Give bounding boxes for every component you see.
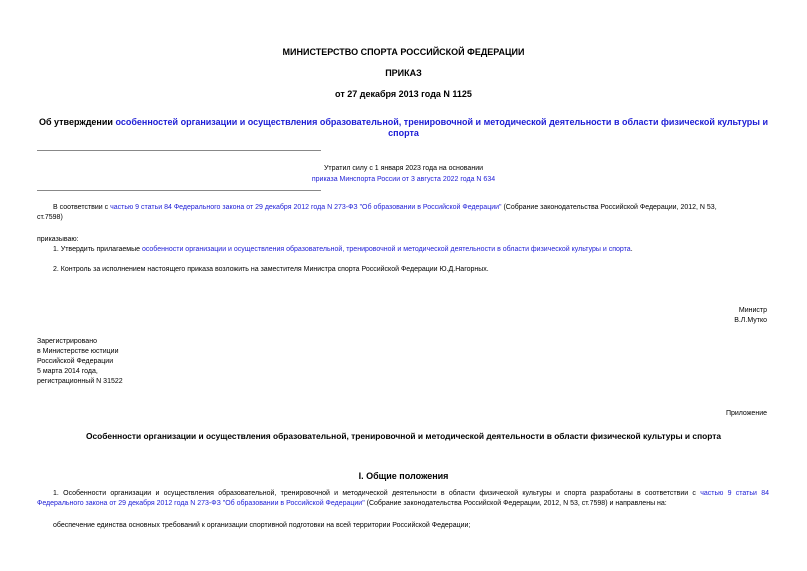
appendix-paragraph-2: обеспечение единства основных требований к организации спортивной подготовки на всей территории Российской Федерации; [53,522,471,529]
order-item-1-prefix: 1. Утвердить прилагаемые [53,246,142,253]
registration-line: Зарегистрировано [37,338,97,345]
registration-line: 5 марта 2014 года, [37,368,98,375]
doc-title-link-cont[interactable]: спорта [388,128,419,138]
appendix-paragraph-1 [37,489,769,509]
doc-title-link[interactable]: особенностей организации и осуществления образовательной, тренировочной и методической деятельности в области физической культуры и [115,117,769,127]
appendix-title: Особенности организации и осуществления образовательной, тренировочной и методической деятельности в области физической культуры и спорта [85,431,722,441]
registration-block [37,337,123,387]
basis-order-link[interactable]: приказа Минспорта России от 3 августа 2022 года N 634 [311,176,496,183]
doc-title [0,117,807,139]
order-item-2: 2. Контроль за исполнением настоящего приказа возложить на заместителя Министра спорта Российской Федерации Ю.Д.Нагорных. [53,266,489,273]
registration-line: регистрационный N 31522 [37,378,123,385]
appendix-p1-end: (Собрание законодательства Российской Федерации, 2012, N 53, ст.7598) и направлены на: [364,500,667,507]
order-item-1 [53,245,633,255]
appendix-label: Приложение [725,410,767,417]
doc-date-number: от 27 декабря 2013 года N 1125 [335,89,472,99]
divider-mid [37,190,321,191]
signature-position: Министр [738,307,767,314]
preamble-start: В соответствии с [53,204,111,211]
features-link[interactable]: особенности организации и осуществления образовательной, тренировочной и методической деятельности в области физической культуры и спорта [141,246,631,253]
preamble-end: (Собрание законодательства Российской Федерации, 2012, N 53, [501,204,717,211]
appendix-law-link-b[interactable]: Федерального закона от 29 декабря 2012 года N 273-ФЗ "Об образовании в Российской Федерации" [37,500,365,507]
appendix-law-link-a[interactable]: частью 9 статьи 84 [700,490,769,497]
doc-type-heading: ПРИКАЗ [385,68,422,78]
signature-name: В.Л.Мутко [734,317,767,324]
ministry-heading: МИНИСТЕРСТВО СПОРТА РОССИЙСКОЙ ФЕДЕРАЦИИ [282,47,525,57]
order-intro: приказываю: [37,236,79,243]
doc-title-prefix: Об утверждении [38,117,116,127]
registration-line: Российской Федерации [37,358,114,365]
preamble-line2: ст.7598) [37,214,63,221]
divider-top [37,150,321,151]
registration-line: в Министерстве юстиции [37,348,119,355]
order-item-1-end: . [630,246,633,253]
lost-force-notice: Утратил силу с 1 января 2023 года на основании [323,165,484,172]
federal-law-link[interactable]: частью 9 статьи 84 Федерального закона от 29 декабря 2012 года N 273-ФЗ "Об образовании в Российской Федерации" [110,204,502,211]
section-heading: I. Общие положения [358,471,449,481]
preamble [37,203,717,223]
appendix-p1-start: 1. Особенности организации и осуществления образовательной, тренировочной и методической деятельности в области физической культуры и спорта разработаны в соответствии с [53,490,701,497]
